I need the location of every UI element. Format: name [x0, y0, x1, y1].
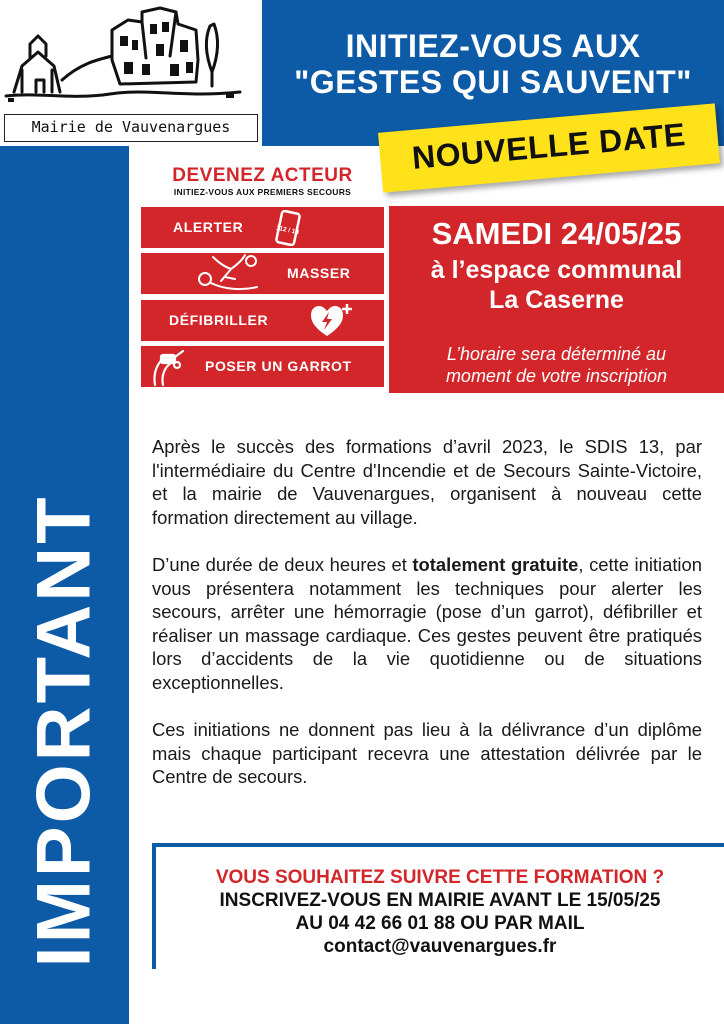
phone-icon	[273, 210, 305, 246]
registration-cta	[152, 843, 724, 969]
row-masser-label: MASSER	[287, 265, 351, 281]
sticker-text: NOUVELLE DATE	[410, 116, 688, 176]
cta-question: VOUS SOUHAITEZ SUIVRE CETTE FORMATION ?	[215, 867, 665, 888]
phone-number-label: 112 / 18	[275, 224, 300, 237]
logo-caption: Mairie de Vauvenargues	[4, 114, 258, 142]
heart-bolt-icon	[309, 302, 353, 340]
tourniquet-icon	[147, 347, 187, 387]
row-garrot-label: POSER UN GARROT	[205, 358, 352, 374]
paragraph-3: Ces initiations ne donnent pas lieu à la délivrance d’un diplôme mais chaque participant recevra une attestation délivrée par le Centre de secours.	[152, 719, 702, 788]
row-garrot	[141, 346, 384, 387]
cta-email: contact@vauvenargues.fr	[323, 936, 557, 957]
event-place-line2: La Caserne	[489, 286, 624, 314]
cpr-icon	[191, 253, 267, 294]
body-text	[152, 435, 702, 813]
mairie-logo	[0, 0, 262, 146]
row-defibriller	[141, 300, 384, 341]
schedule-note-line2: moment de votre inscription	[445, 366, 668, 386]
paragraph-2	[152, 553, 702, 695]
cta-phone: AU 04 42 66 01 88 OU PAR MAIL	[295, 913, 585, 934]
row-defibriller-label: DÉFIBRILLER	[169, 312, 269, 328]
important-sidebar	[0, 146, 129, 1024]
paragraph-1: Après le succès des formations d’avril 2023, le SDIS 13, par l'intermédiaire du Centre d'Incendie et de Secours Sainte-Victoire, et la mairie de Vauvenargues, organisent à nouveau cette formation directement au village.	[152, 436, 702, 528]
page-title-line1: INITIEZ-VOUS AUX	[345, 28, 641, 64]
schedule-note-line1: L’horaire sera déterminé au	[446, 344, 667, 364]
row-alerter-label: ALERTER	[173, 219, 244, 235]
page-title-line2: "GESTES QUI SAUVENT"	[294, 64, 692, 100]
important-vertical-text: IMPORTANT	[21, 494, 107, 968]
devenez-acteur-block	[141, 161, 384, 393]
event-place-line1: à l’espace communal	[430, 256, 683, 284]
acteur-subtitle: INITIEZ-VOUS AUX PREMIERS SECOURS	[173, 187, 352, 197]
paragraph-2-start: D’une durée de deux heures et	[152, 553, 413, 575]
event-date: SAMEDI 24/05/25	[431, 216, 682, 251]
paragraph-2-bold: totalement gratuite	[412, 553, 579, 575]
cta-register-deadline: INSCRIVEZ-VOUS EN MAIRIE AVANT LE 15/05/25	[219, 890, 661, 911]
row-alerter	[141, 207, 384, 248]
paragraph-2-end: , cette initiation vous présentera notamment les techniques pour alerter les secours, arrêter une hémorragie (pose d’un garrot), défibriller et réaliser un massage cardiaque. Ces gestes peuvent être pratiqués lors d’accidents de la vie quotidienne ou de situations exceptionnelles.	[152, 553, 702, 693]
event-info-block	[389, 206, 724, 393]
acteur-title: DEVENEZ ACTEUR	[172, 165, 353, 186]
row-masser	[141, 253, 384, 294]
village-drawing-icon	[0, 0, 262, 118]
